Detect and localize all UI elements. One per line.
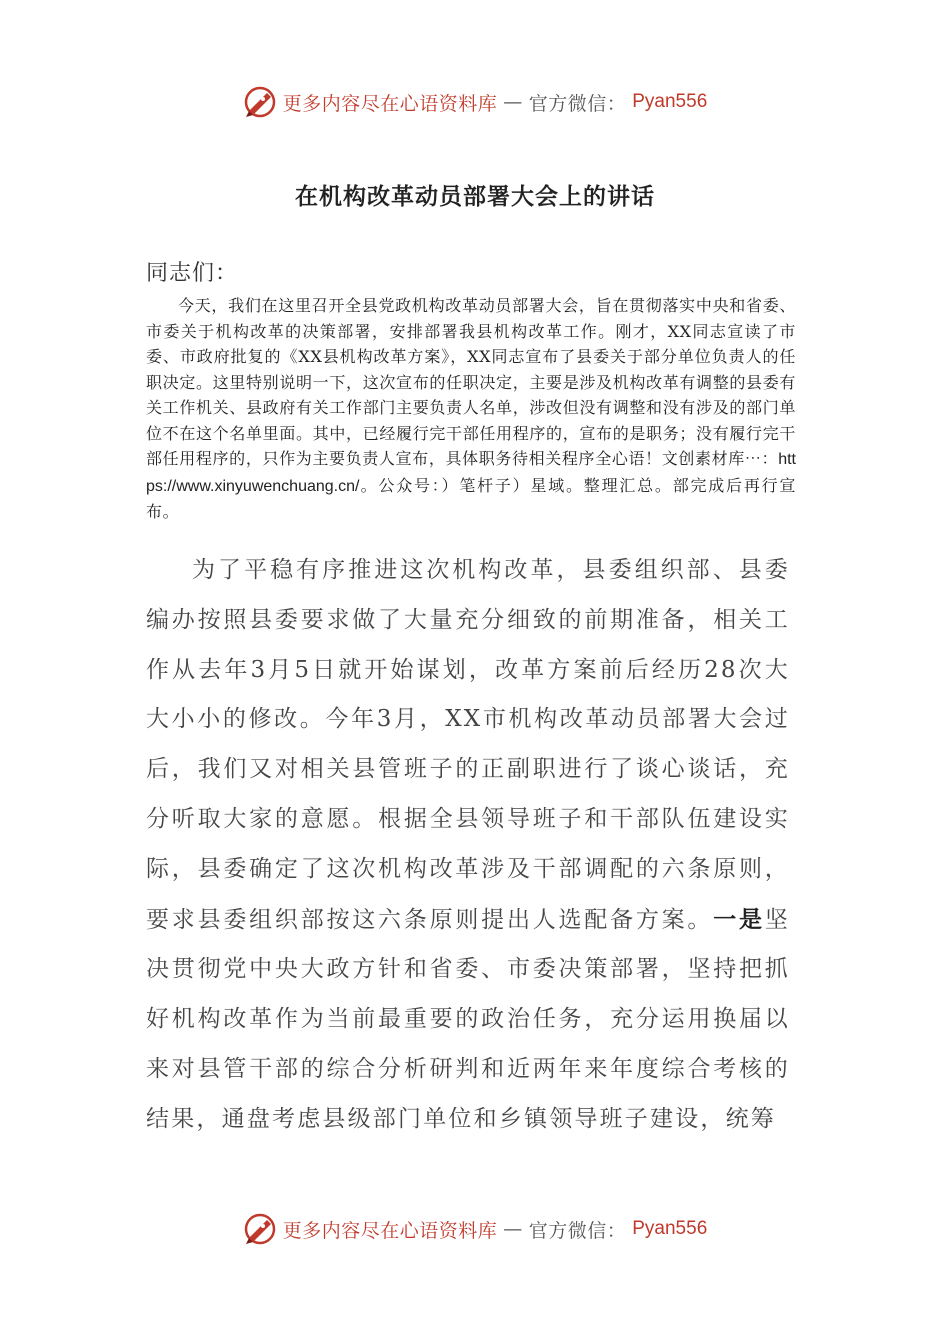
watermark-dash: —: [503, 1218, 523, 1240]
paragraph-body-bold: 一是: [713, 905, 765, 933]
watermark-wechat-label: 官方微信：: [528, 1220, 627, 1242]
document-title: 在机构改革动员部署大会上的讲话: [295, 184, 655, 210]
paragraph-body-tail: 坚决贯彻党中央大政方针和省委、市委决策部署，坚持把抓好机构改革作为当前最重要的政治任务，充分运用换届以来对县管干部的综合分析研判和近两年来年度综合考核的结果，通盘考虑县级部门单位和乡镇领导班子建设，统筹: [146, 906, 790, 1132]
watermark-wechat-id: Pyan556: [632, 91, 708, 112]
watermark-dash: —: [503, 91, 523, 113]
paragraph-intro-tail: 。公众号：）笔杆子）星域。整理汇总。部完成后再行宣布。: [146, 475, 796, 521]
paragraph-body: [146, 546, 790, 1145]
watermark-text: 更多内容尽在心语资料库: [282, 92, 498, 115]
salutation: 同志们：: [146, 261, 239, 286]
paragraph-body-text: 为了平稳有序推进这次机构改革，县委组织部、县委编办按照县委要求做了大量充分细致的前期准备，相关工作从去年3月5日就开始谋划，改革方案前后经历28次大大小小的修改。今年3月，XX市机构改革动员部署大会过后，我们又对相关县管班子的正副职进行了谈心谈话，充分听取大家的意愿。根据全县领导班子和干部队伍建设实际，县委确定了这次机构改革涉及干部调配的六条原则，要求县委组织部按这六条原则提出人选配备方案。: [146, 557, 790, 933]
pen-logo-icon: [243, 85, 277, 119]
watermark-wechat-id: Pyan556: [632, 1218, 708, 1239]
watermark-text: 更多内容尽在心语资料库: [282, 1219, 498, 1242]
paragraph-intro: [146, 293, 796, 525]
source-url-link: https://www.xinyuwenchuang.cn/: [146, 451, 796, 495]
footer-watermark: [0, 1209, 950, 1249]
watermark-wechat-label: 官方微信：: [528, 93, 627, 115]
pen-logo-icon: [243, 1212, 277, 1246]
header-watermark: [0, 82, 950, 122]
paragraph-intro-text: 今天，我们在这里召开全县党政机构改革动员部署大会，旨在贯彻落实中央和省委、市委关于机构改革的决策部署，安排部署我县机构改革工作。刚才，XX同志宣读了市委、市政府批复的《XX县机构改革方案》，XX同志宣布了县委关于部分单位负责人的任职决定。这里特别说明一下，这次宣布的任职决定，主要是涉及机构改革有调整的县委有关工作机关、县政府有关工作部门主要负责人名单，涉改但没有调整和没有涉及的部门单位不在这个名单里面。其中，已经履行完干部任用程序的，宣布的是职务；没有履行完干部任用程序的，只作为主要负责人宣布，具体职务待相关程序全心语！文创素材库⋯：: [146, 296, 796, 468]
